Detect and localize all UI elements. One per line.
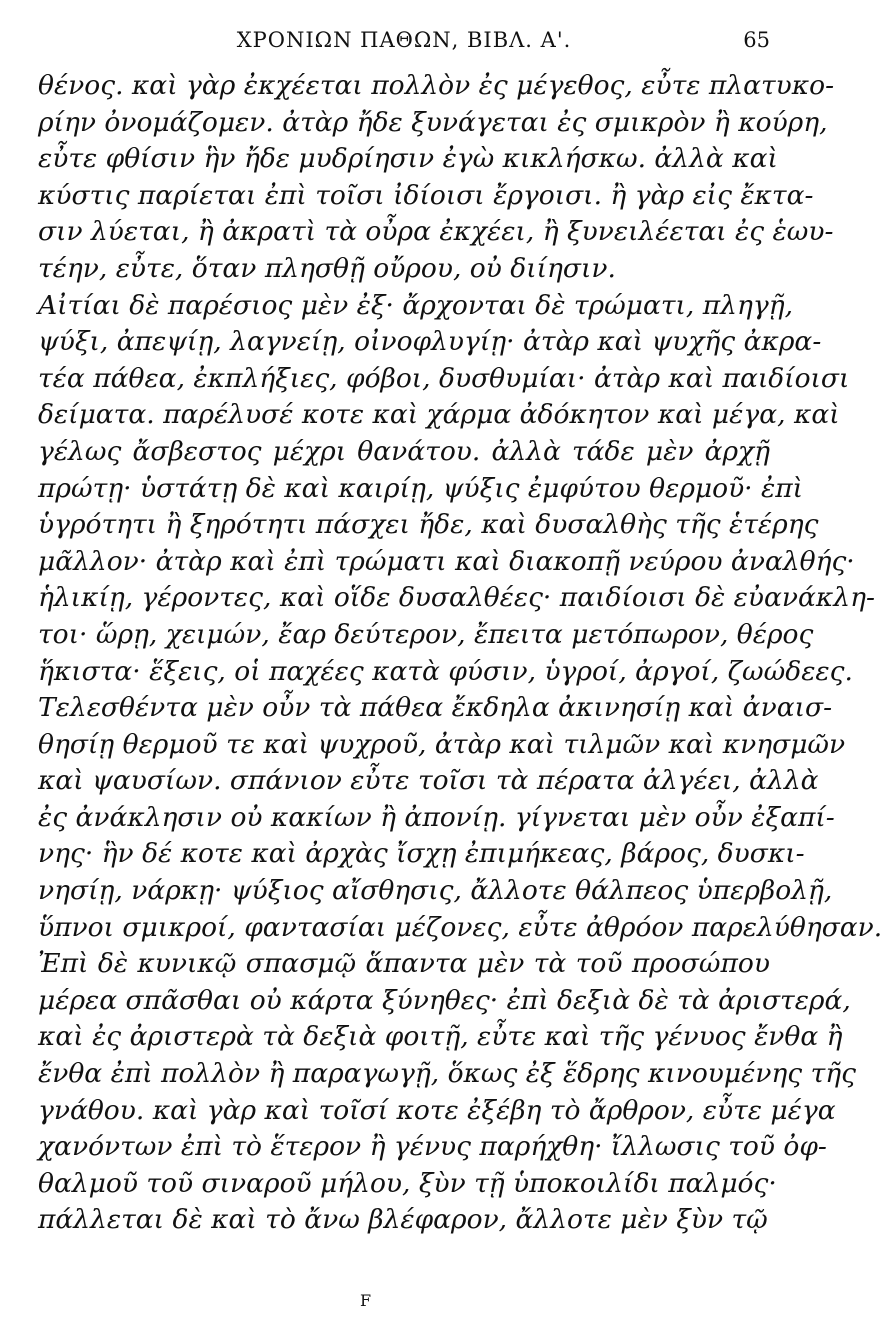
text-line: ρίην ὀνομάζομεν. ἀτὰρ ἤδε ξυνάγεται ἐς σμικρὸν ἢ κούρη, <box>38 106 828 138</box>
text-line: ἥκιστα· ἕξεις, οἱ παχέες κατὰ φύσιν, ὑγροί, ἀργοί, ζωώδεες. <box>38 655 853 687</box>
text-line: Τελεσθέντα μὲν οὖν τὰ πάθεα ἔκδηλα ἀκινησίῃ καὶ ἀναισ- <box>38 692 833 724</box>
text-line: εὖτε φθίσιν ἣν ἤδε μυδρίησιν ἐγὼ κικλήσκω. ἀλλὰ καὶ <box>38 143 778 175</box>
text-line: ἡλικίῃ, γέροντες, καὶ οἵδε δυσαλθέες· παιδίοισι δὲ εὐανάκλη- <box>38 582 875 614</box>
text-line: κύστις παρίεται ἐπὶ τοῖσι ἰδίοισι ἔργοισι. ἢ γὰρ εἰς ἔκτα- <box>38 179 814 211</box>
text-line: καὶ ψαυσίων. σπάνιον εὖτε τοῖσι τὰ πέρατα ἀλγέει, ἀλλὰ <box>38 765 819 797</box>
text-line: γνάθου. καὶ γὰρ καὶ τοῖσί κοτε ἐξέβη τὸ ἄρθρον, εὖτε μέγα <box>38 1094 836 1126</box>
text-line: πάλλεται δὲ καὶ τὸ ἄνω βλέφαρον, ἄλλοτε μὲν ξὺν τῷ <box>38 1204 768 1236</box>
text-line: μᾶλλον· ἀτὰρ καὶ ἐπὶ τρώματι καὶ διακοπῇ νεύρου ἀναλθής· <box>38 545 855 577</box>
text-line: ὕπνοι σμικροί, φαντασίαι μέζονες, εὖτε ἀθρόον παρελύθησαν. <box>38 911 882 943</box>
text-line: νης· ἣν δέ κοτε καὶ ἀρχὰς ἴσχῃ ἐπιμήκεας, βάρος, δυσκι- <box>38 838 805 870</box>
body-text <box>38 68 882 1239</box>
page-number: 65 <box>743 28 770 52</box>
text-line: θησίῃ θερμοῦ τε καὶ ψυχροῦ, ἀτὰρ καὶ τιλμῶν καὶ κνησμῶν <box>38 728 846 760</box>
text-line: νησίῃ, νάρκῃ· ψύξιος αἴσθησις, ἄλλοτε θάλπεος ὑπερβολῇ, <box>38 875 833 907</box>
text-line: τέην, εὖτε, ὅταν πλησθῇ οὔρου, οὐ διίησιν. <box>38 252 616 284</box>
text-line: σιν λύεται, ἢ ἀκρατὶ τὰ οὖρα ἐκχέει, ἢ ξυνειλέεται ἐς ἑωυ- <box>38 216 834 248</box>
running-title: ΧΡΟΝΙΩΝ ΠΑΘΩΝ, ΒΙΒΛ. Α'. <box>236 28 572 52</box>
text-line: ψύξι, ἀπεψίῃ, λαγνείῃ, οἰνοφλυγίῃ· ἀτὰρ καὶ ψυχῆς ἀκρα- <box>38 326 822 358</box>
text-line: καὶ ἐς ἀριστερὰ τὰ δεξιὰ φοιτῇ, εὖτε καὶ τῆς γένυος ἔνθα ἢ <box>38 1021 843 1053</box>
text-line: τέα πάθεα, ἐκπλήξιες, φόβοι, δυσθυμίαι· ἀτὰρ καὶ παιδίοισι <box>38 362 850 394</box>
text-line: χανόντων ἐπὶ τὸ ἕτερον ἢ γένυς παρήχθη· ἴλλωσις τοῦ ὀφ- <box>38 1131 827 1163</box>
text-line: Αἰτίαι δὲ παρέσιος μὲν ἐξ· ἄρχονται δὲ τρώματι, πληγῇ, <box>38 289 793 321</box>
signature-mark: F <box>360 1291 373 1310</box>
text-line: θαλμοῦ τοῦ σιναροῦ μήλου, ξὺν τῇ ὑποκοιλίδι παλμός· <box>38 1167 777 1199</box>
running-head <box>38 20 770 60</box>
text-line: μέρεα σπᾶσθαι οὐ κάρτα ξύνηθες· ἐπὶ δεξιὰ δὲ τὰ ἀριστερά, <box>38 984 851 1016</box>
text-line: ἐς ἀνάκλησιν οὐ κακίων ἢ ἀπονίῃ. γίγνεται μὲν οὖν ἐξαπί- <box>38 801 835 833</box>
text-line: ὑγρότητι ἢ ξηρότητι πάσχει ἤδε, καὶ δυσαλθὴς τῆς ἑτέρης <box>38 509 819 541</box>
text-line: τοι· ὥρῃ, χειμών, ἔαρ δεύτερον, ἔπειτα μετόπωρον, θέρος <box>38 618 814 650</box>
text-line: ἔνθα ἐπὶ πολλὸν ἢ παραγωγῇ, ὅκως ἐξ ἕδρης κινουμένης τῆς <box>38 1058 856 1090</box>
book-page <box>38 20 882 1239</box>
text-line: θένος. καὶ γὰρ ἐκχέεται πολλὸν ἐς μέγεθος, εὖτε πλατυκο- <box>38 70 835 101</box>
text-line: πρώτῃ· ὑστάτῃ δὲ καὶ καιρίῃ, ψύξις ἐμφύτου θερμοῦ· ἐπὶ <box>38 472 804 504</box>
text-line: γέλως ἄσβεστος μέχρι θανάτου. ἀλλὰ τάδε μὲν ἀρχῇ <box>38 435 770 467</box>
text-line: Ἐπὶ δὲ κυνικῷ σπασμῷ ἅπαντα μὲν τὰ τοῦ προσώπου <box>38 948 770 980</box>
text-line: δείματα. παρέλυσέ κοτε καὶ χάρμα ἀδόκητον καὶ μέγα, καὶ <box>38 399 840 431</box>
